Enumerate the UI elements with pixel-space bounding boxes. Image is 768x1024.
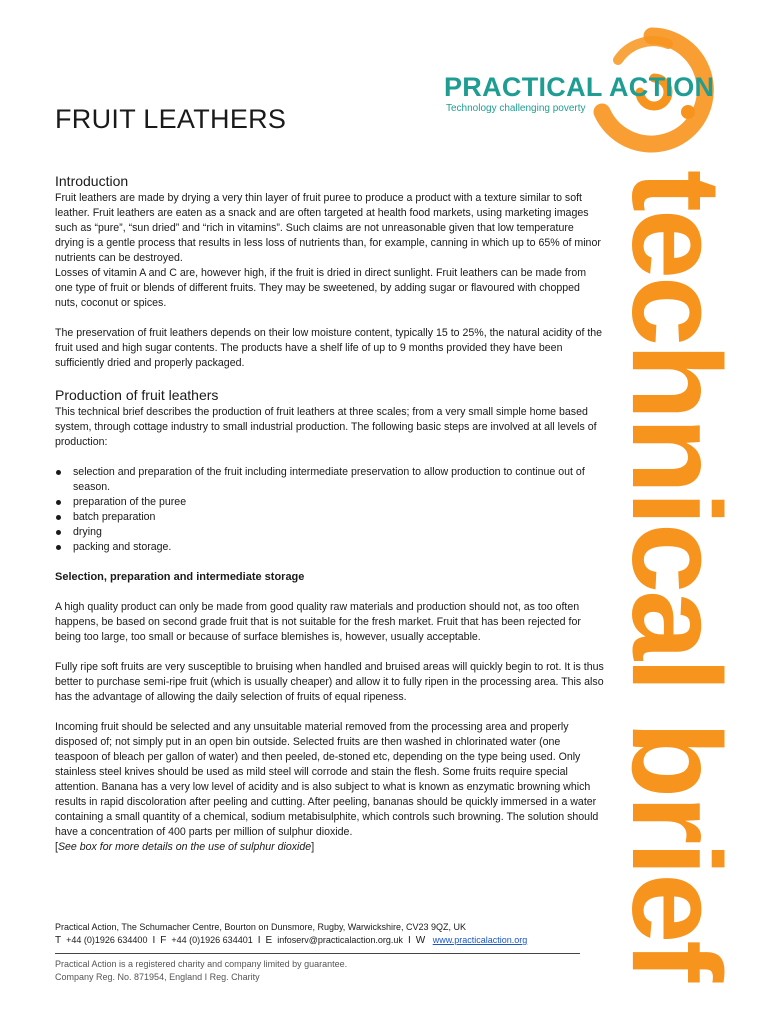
list-item <box>55 495 605 510</box>
practical-action-logo <box>440 30 720 140</box>
list-item <box>55 540 605 555</box>
fax-label: F <box>160 935 167 946</box>
bullet-icon <box>56 545 61 550</box>
footer-contact-line <box>55 934 585 947</box>
intro-heading: Introduction <box>55 173 129 189</box>
legal-line-1: Practical Action is a registered charity and company limited by guarantee. <box>55 959 348 969</box>
list-item-text: batch preparation <box>73 511 156 523</box>
sulphur-note <box>55 840 605 855</box>
legal-line-2: Company Reg. No. 871954, England I Reg. Charity <box>55 972 260 982</box>
production-steps-list <box>55 465 605 555</box>
footer-divider <box>55 953 580 954</box>
selection-heading: Selection, preparation and intermediate storage <box>55 571 305 583</box>
note-text: See box for more details on the use of sulphur dioxide <box>57 841 312 853</box>
footer-address: Practical Action, The Schumacher Centre, Bourton on Dunsmore, Rugby, Warwickshire, CV23 9QZ, UK <box>55 922 467 932</box>
bullet-icon <box>56 530 61 535</box>
brand-name: PRACTICAL ACTION <box>444 72 715 102</box>
email-label: E <box>265 935 273 946</box>
email-address[interactable]: infoserv@practicalaction.org.uk <box>277 935 403 945</box>
intro-paragraph-2: Losses of vitamin A and C are, however high, if the fruit is dried in direct sunlight. Fruit leathers can be made from one type of fruit or blends of different fruits. They may be sweetened, by adding sugar or flavoured with chopped nuts, coconut or spices. <box>55 267 587 309</box>
list-item-text: preparation of the puree <box>73 496 187 508</box>
selection-paragraph-2: Fully ripe soft fruits are very susceptible to bruising when handled and bruised areas will quickly begin to rot. It is thus better to purchase semi-ripe fruit (which is usually cheaper) and allow it to fully ripen in the processing area. This also has the advantage of allowing the daily selection of fruits of equal ripeness. <box>55 661 604 703</box>
bullet-icon <box>56 470 61 475</box>
intro-paragraph-3: The preservation of fruit leathers depends on their low moisture content, typically 15 to 25%, the natural acidity of the fruit used and high sugar contents. The products have a shelf life of up to 9 months provided they have been sufficiently dried and properly packaged. <box>55 327 603 369</box>
web-label: W <box>415 935 426 946</box>
website-link[interactable]: www.practicalaction.org <box>432 935 528 945</box>
list-item <box>55 510 605 525</box>
list-item <box>55 525 605 540</box>
intro-paragraph-1: Fruit leathers are made by drying a very thin layer of fruit puree to produce a product with a texture similar to soft leather. Fruit leathers are eaten as a snack and are often targeted at health food markets, using marketing images such as “pure”, “sun dried” and “rich in vitamins”. Such claims are not unreasonable given that low temperature drying is a gentle process that results in less loss of nutrients than, for example, canning in which up to 65% of minor nutrients can be destroyed. <box>55 192 601 264</box>
separator: I <box>257 935 261 946</box>
vertical-label: technical brief <box>606 170 747 980</box>
brand-tagline: Technology challenging poverty <box>446 103 586 114</box>
separator: I <box>407 935 411 946</box>
list-item <box>55 465 605 495</box>
selection-paragraph-1: A high quality product can only be made from good quality raw materials and production should not, as too often happens, be based on second grade fruit that is not suitable for the fresh market. Fruit that has been rejected for being too large, too small or because of surface blemishes is, however, usually acceptable. <box>55 601 581 643</box>
list-item-text: selection and preparation of the fruit including intermediate preservation to allow production to continue out of season. <box>73 466 585 493</box>
page-footer <box>55 921 585 984</box>
note-bracket-open: [ <box>55 841 58 853</box>
tel-label: T <box>55 935 62 946</box>
document-title: FRUIT LEATHERS <box>55 104 287 134</box>
bullet-icon <box>56 500 61 505</box>
selection-paragraph-3: Incoming fruit should be selected and any unsuitable material removed from the processing area and properly disposed of; not simply put in an open bin outside. Selected fruits are then washed in chlorinated water (one teaspoon of bleach per gallon of water) and then peeled, de-stoned etc, depending on the type being used. Only stainless steel knives should be used as mild steel will corrode and stain the flesh. Some fruits require special attention. Banana has a very low level of acidity and is also subject to what is known as enzymatic browning which results in rapid discoloration after peeling and cutting. After peeling, bananas should be quickly immersed in a water containing a small quantity of a chemical, sodium metabisulphite, which controls such browning. The solution should have a concentration of 400 parts per million of sulphur dioxide. <box>55 721 599 838</box>
note-bracket-close: ] <box>311 841 315 853</box>
tel-number: +44 (0)1926 634400 <box>66 935 148 945</box>
bullet-icon <box>56 515 61 520</box>
fax-number: +44 (0)1926 634401 <box>171 935 253 945</box>
production-heading: Production of fruit leathers <box>55 387 219 403</box>
technical-brief-banner <box>606 170 747 1005</box>
list-item-text: packing and storage. <box>73 541 172 553</box>
list-item-text: drying <box>73 526 102 538</box>
main-content <box>55 172 605 870</box>
separator: I <box>152 935 156 946</box>
production-paragraph: This technical brief describes the production of fruit leathers at three scales; from a very small simple home based system, through cottage industry to small industrial production. The following basic steps are involved at all levels of production: <box>55 406 597 448</box>
